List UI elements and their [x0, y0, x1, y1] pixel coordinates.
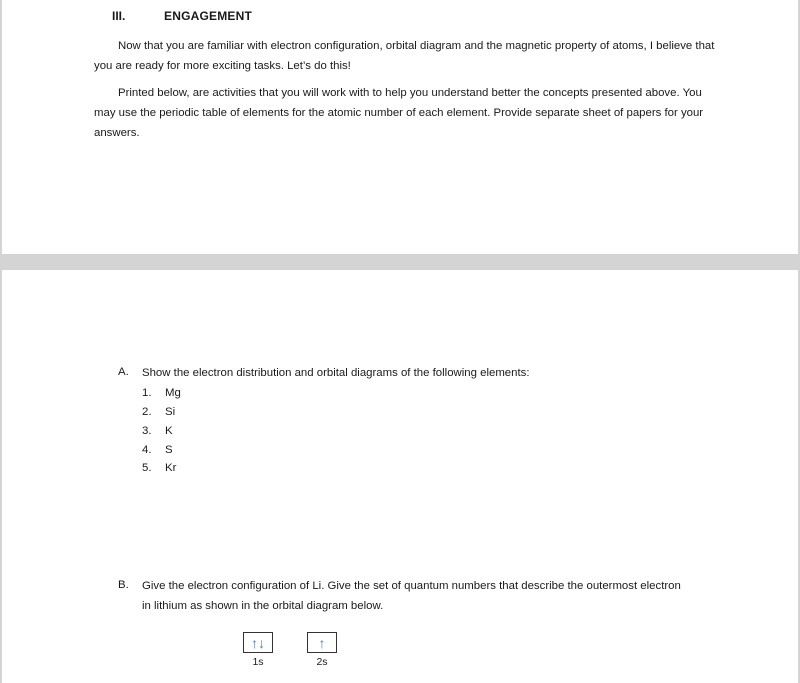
document-page-1	[2, 0, 798, 254]
intro-paragraph: Now that you are familiar with electron configuration, orbital diagram and the magnetic property of atoms, I believe that you are ready for more exciting tasks. Let’s do this!	[94, 40, 715, 72]
instructions-paragraph: Printed below, are activities that you will work with to help you understand better the concepts presented above. You may use the periodic table of elements for the atomic number of each element. Provide separate sheet of papers for your answers.	[94, 87, 704, 139]
activity-a-letter: A.	[118, 366, 129, 378]
activity-b-prompt: Give the electron configuration of Li. Give the set of quantum numbers that describe the outermost electron in lithium as shown in the orbital diagram below.	[142, 580, 681, 612]
orbital-label-1s: 1s	[252, 656, 264, 668]
element-s: S	[165, 444, 173, 456]
element-k: K	[165, 425, 173, 437]
element-mg: Mg	[165, 387, 181, 399]
activity-a-prompt: Show the electron distribution and orbital diagrams of the following elements:	[142, 367, 530, 379]
list-item-number: 2.	[142, 406, 152, 418]
element-si: Si	[165, 406, 176, 418]
section-number: III.	[112, 9, 126, 23]
orbital-box-2s: ↑	[307, 632, 337, 653]
orbital-label-2s: 2s	[316, 656, 328, 668]
orbital-box-1s: ↑↓	[243, 632, 273, 653]
list-item-number: 5.	[142, 462, 152, 474]
activity-b-letter: B.	[118, 579, 129, 591]
document-page-2	[2, 270, 798, 683]
list-item-number: 4.	[142, 444, 152, 456]
section-title: ENGAGEMENT	[164, 9, 253, 23]
list-item-number: 3.	[142, 425, 152, 437]
element-kr: Kr	[165, 462, 177, 474]
list-item-number: 1.	[142, 387, 152, 399]
